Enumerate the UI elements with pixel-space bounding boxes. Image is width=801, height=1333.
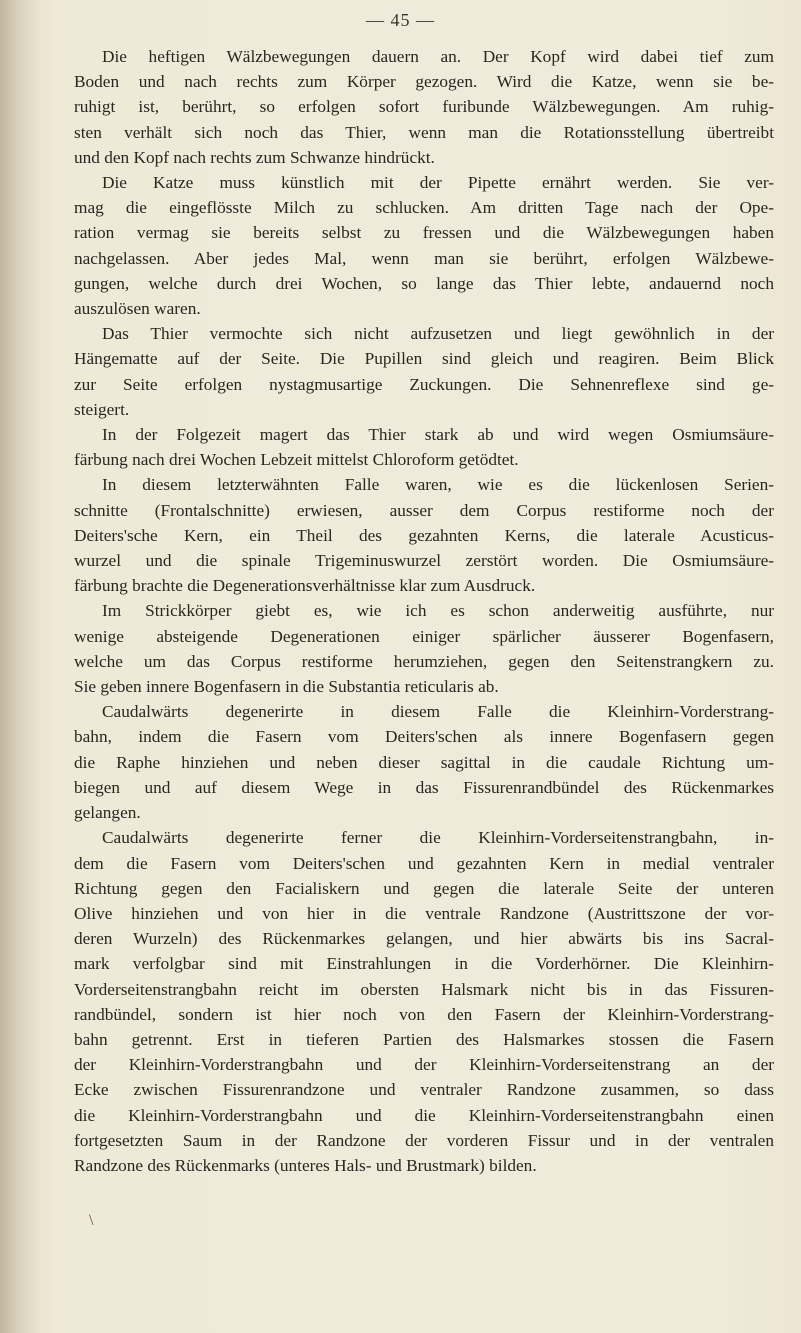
text-line: schnitte (Frontalschnitte) erwiesen, ausser dem Corpus restiforme noch der (74, 500, 774, 520)
text-line: gelangen. (74, 803, 141, 823)
text-line: deren Wurzeln) des Rückenmarkes gelangen, und hier abwärts bis ins Sacral- (74, 929, 774, 949)
text-line: Die Katze muss künstlich mit der Pipette ernährt werden. Sie ver- (102, 173, 774, 193)
text-line: Boden und nach rechts zum Körper gezogen. Wird die Katze, wenn sie be- (74, 72, 774, 92)
text-line: Olive hinziehen und von hier in die ventrale Randzone (Austrittszone der vor- (74, 903, 774, 923)
text-line: wenige absteigende Degenerationen einiger spärlicher äusserer Bogenfasern, (74, 626, 774, 646)
text-line: Sie geben innere Bogenfasern in die Substantia reticularis ab. (74, 677, 499, 697)
text-line: Deiters'sche Kern, ein Theil des gezahnten Kerns, die laterale Acusticus- (74, 525, 774, 545)
text-line: auszulösen waren. (74, 299, 201, 319)
text-line: In diesem letzterwähnten Falle waren, wie es die lückenlosen Serien- (102, 475, 774, 495)
text-line: Caudalwärts degenerirte ferner die Kleinhirn-Vorderseitenstrangbahn, in- (102, 828, 774, 848)
text-line: Hängematte auf der Seite. Die Pupillen sind gleich und reagiren. Beim Blick (74, 349, 774, 369)
text-line: zur Seite erfolgen nystagmusartige Zuckungen. Die Sehnenreflexe sind ge- (74, 374, 774, 394)
text-line: Die heftigen Wälzbewegungen dauern an. Der Kopf wird dabei tief zum (102, 47, 774, 66)
body-text (74, 44, 774, 1178)
text-line: färbung nach drei Wochen Lebzeit mittelst Chloroform getödtet. (74, 450, 519, 470)
stray-mark: \ (89, 1212, 94, 1229)
text-line: bahn getrennt. Erst in tieferen Partien des Halsmarkes stossen die Fasern (74, 1029, 774, 1049)
text-line: ration vermag sie bereits selbst zu fressen und die Wälzbewegungen haben (74, 223, 774, 243)
text-line: dem die Fasern vom Deiters'schen und gezahnten Kern in medial ventraler (74, 853, 774, 873)
text-line: Richtung gegen den Facialiskern und gegen die laterale Seite der unteren (74, 878, 774, 898)
text-line: und den Kopf nach rechts zum Schwanze hindrückt. (74, 147, 435, 167)
page-number: — 45 — (366, 10, 435, 30)
text-line: nachgelassen. Aber jedes Mal, wenn man sie berührt, erfolgen Wälzbewe- (74, 248, 774, 268)
text-line: In der Folgezeit magert das Thier stark ab und wird wegen Osmiumsäure- (102, 425, 774, 445)
page-gutter-shadow (0, 0, 40, 1333)
text-line: fortgesetzten Saum in der Randzone der vorderen Fissur und in der ventralen (74, 1130, 774, 1150)
text-line: färbung brachte die Degenerationsverhältnisse klar zum Ausdruck. (74, 576, 536, 596)
text-line: ruhigt ist, berührt, so erfolgen sofort furibunde Wälzbewegungen. Am ruhig- (74, 97, 774, 117)
text-line: Randzone des Rückenmarks (unteres Hals- und Brustmark) bilden. (74, 1155, 537, 1175)
text-line: wurzel und die spinale Trigeminuswurzel zerstört worden. Die Osmiumsäure- (74, 551, 774, 571)
text-line: bahn, indem die Fasern vom Deiters'schen als innere Bogenfasern gegen (74, 727, 774, 747)
text-line: mag die eingeflösste Milch zu schlucken. Am dritten Tage nach der Ope- (74, 198, 774, 218)
text-line: die Raphe hinziehen und neben dieser sagittal in die caudale Richtung um- (74, 752, 774, 772)
text-line: Vorderseitenstrangbahn reicht im obersten Halsmark nicht bis in das Fissuren- (74, 979, 774, 999)
text-line: mark verfolgbar sind mit Einstrahlungen in die Vorderhörner. Die Kleinhirn- (74, 954, 774, 974)
text-line: steigert. (74, 399, 130, 419)
text-line: der Kleinhirn-Vorderstrangbahn und der Kleinhirn-Vorderseitenstrang an der (74, 1055, 774, 1075)
text-line: Das Thier vermochte sich nicht aufzusetzen und liegt gewöhnlich in der (102, 324, 774, 344)
text-line: gungen, welche durch drei Wochen, so lange das Thier lebte, andauernd noch (74, 273, 774, 293)
text-line: Caudalwärts degenerirte in diesem Falle die Kleinhirn-Vorderstrang- (102, 702, 774, 722)
text-line: Im Strickkörper giebt es, wie ich es schon anderweitig ausführte, nur (102, 601, 774, 621)
text-line: sten verhält sich noch das Thier, wenn man die Rotationsstellung übertreibt (74, 122, 774, 142)
text-line: welche um das Corpus restiforme herumziehen, gegen den Seitenstrangkern zu. (74, 651, 774, 671)
text-line: randbündel, sondern ist hier noch von den Fasern der Kleinhirn-Vorderstrang- (74, 1004, 774, 1024)
text-line: biegen und auf diesem Wege in das Fissurenrandbündel des Rückenmarkes (74, 777, 774, 797)
text-line: die Kleinhirn-Vorderstrangbahn und die Kleinhirn-Vorderseitenstrangbahn einen (74, 1105, 774, 1125)
text-line: Ecke zwischen Fissurenrandzone und ventraler Randzone zusammen, so dass (74, 1080, 774, 1100)
